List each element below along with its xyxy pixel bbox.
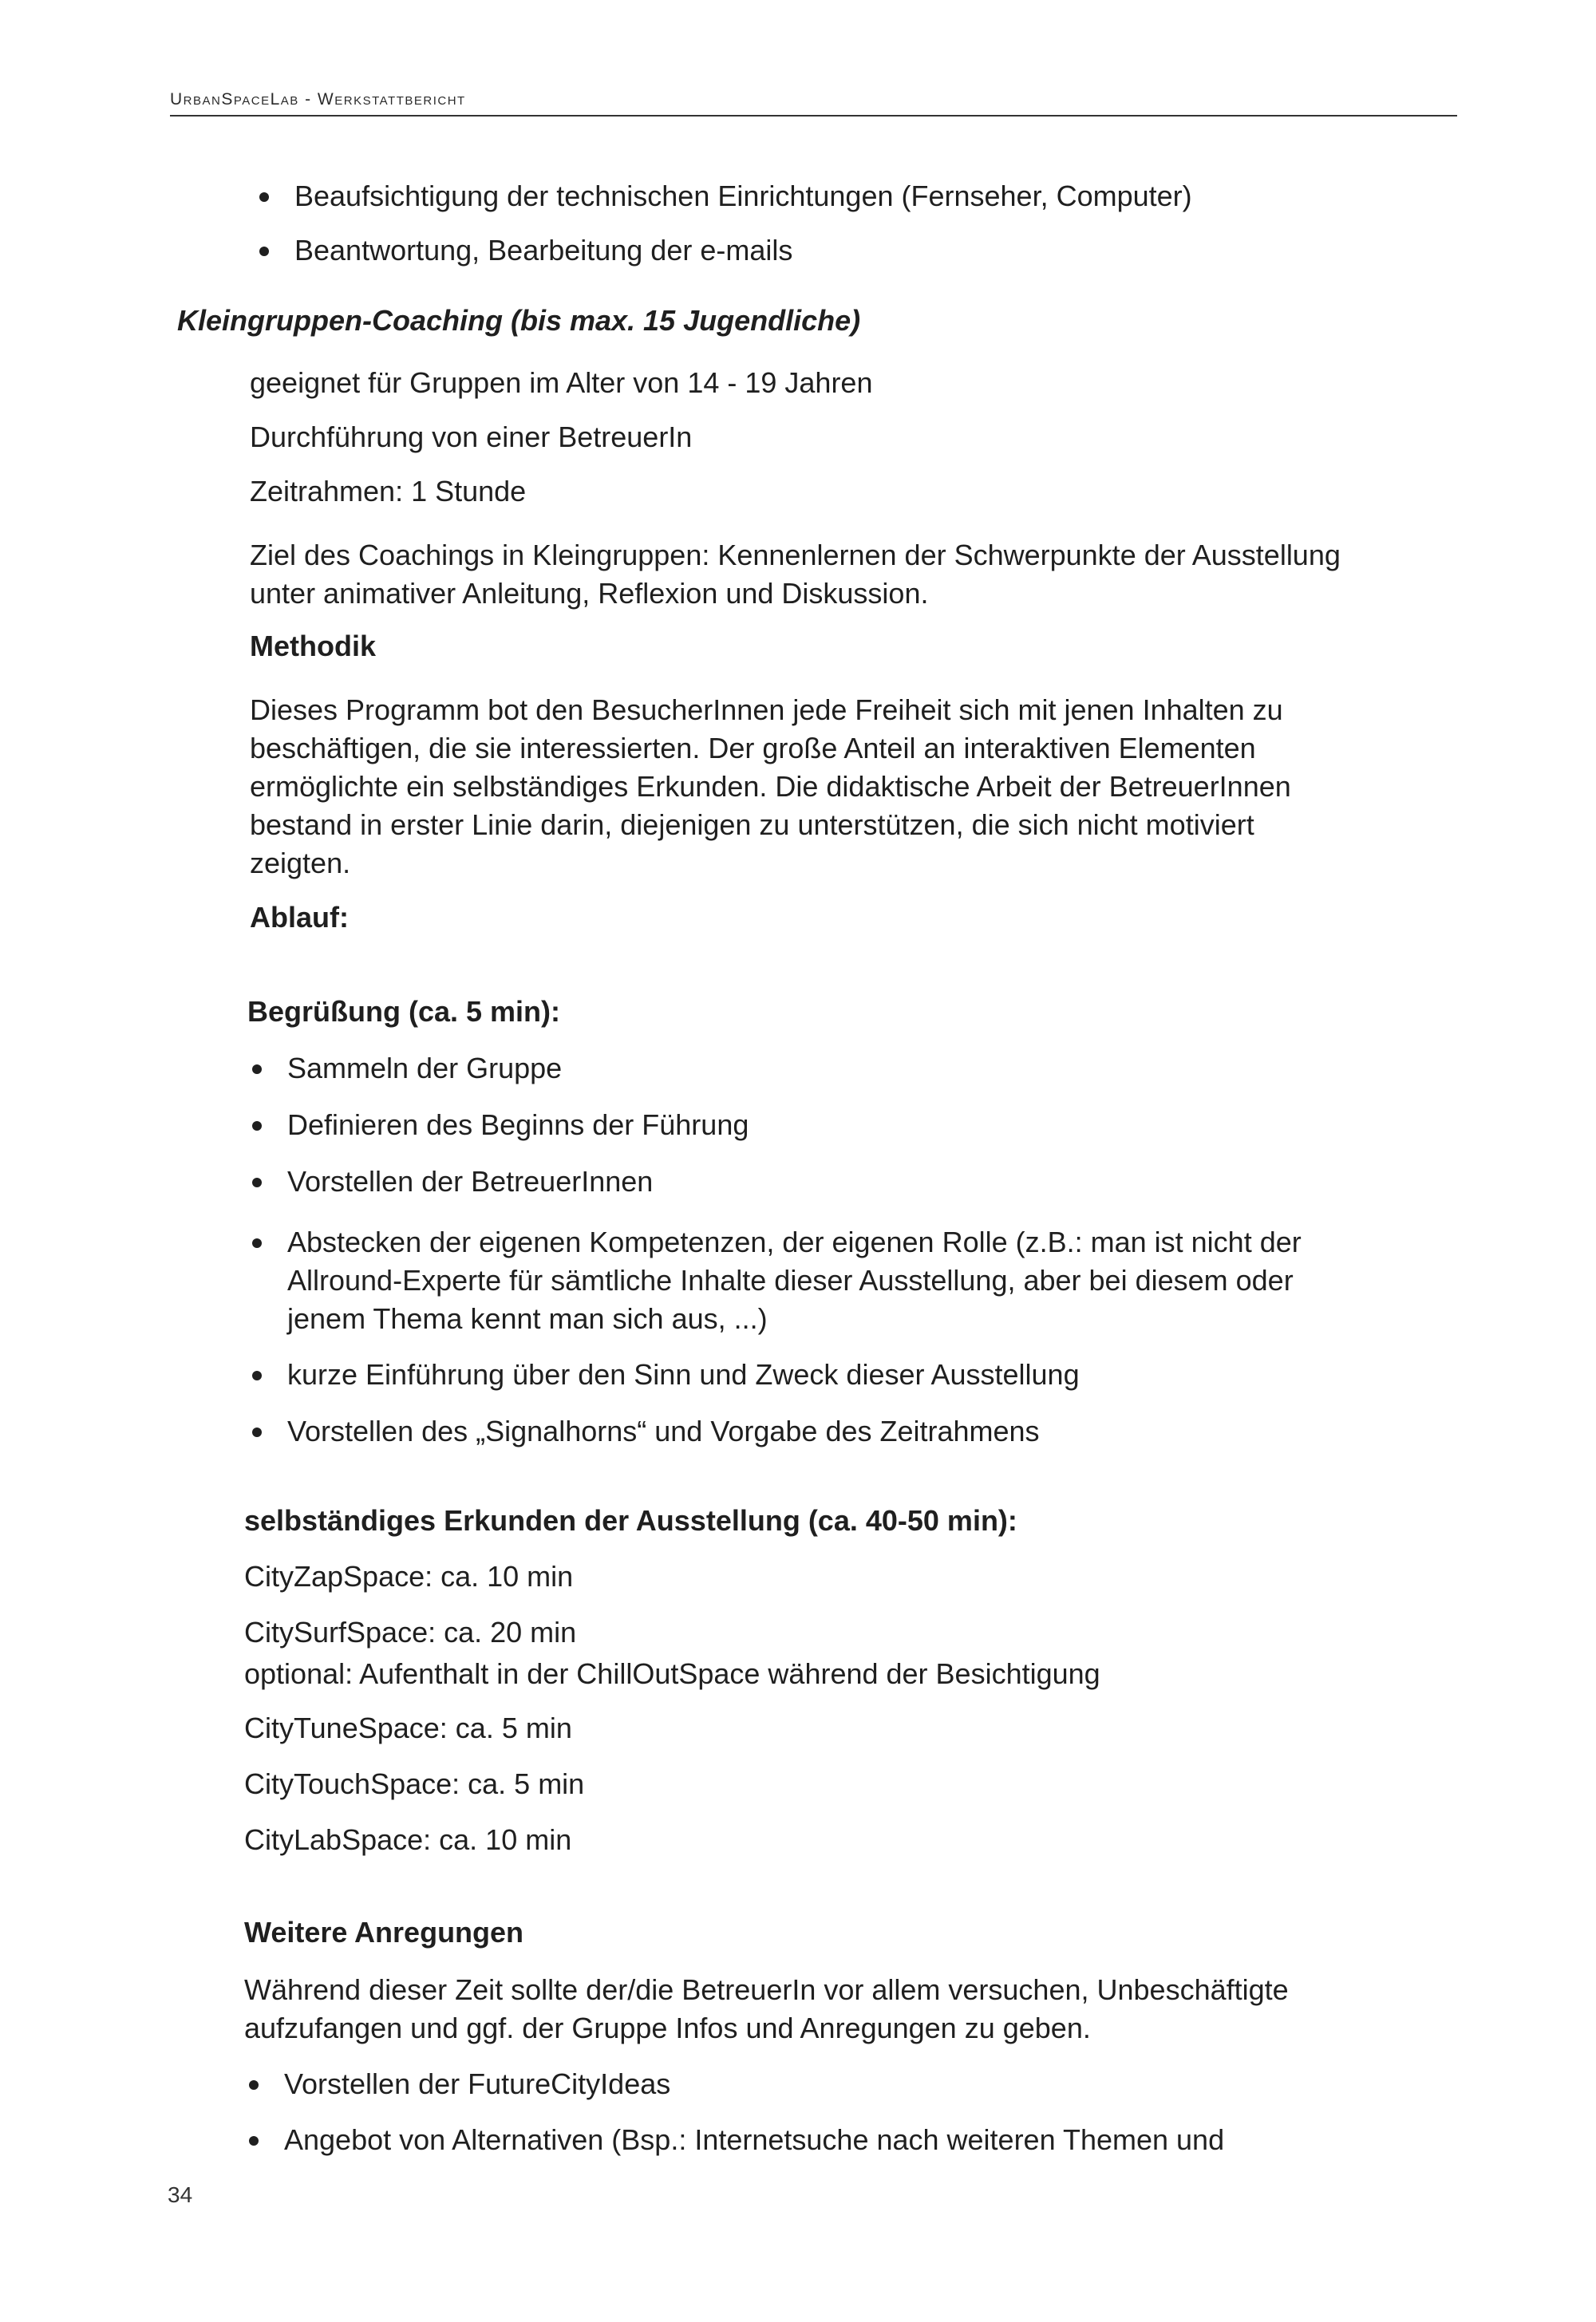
erkunden-heading: selbständiges Erkunden der Ausstellung (ca. 40-50 min): (244, 1504, 1017, 1537)
running-header: UrbanSpaceLab - Werkstattbericht (170, 90, 466, 109)
schedule-item: CityLabSpace: ca. 10 min (244, 1823, 572, 1856)
ablauf-heading: Ablauf: (250, 901, 349, 934)
section-title: Kleingruppen-Coaching (bis max. 15 Jugendliche) (177, 304, 861, 337)
bullet-item: Sammeln der Gruppe (287, 1049, 562, 1088)
schedule-item: CitySurfSpace: ca. 20 min (244, 1616, 577, 1649)
bullet-item: Beantwortung, Bearbeitung der e-mails (294, 231, 792, 270)
methodik-paragraph: Dieses Programm bot den BesucherInnen jede Freiheit sich mit jenen Inhalten zu beschäftigen, die sie interessierten. Der große Anteil an interaktiven Elementen ermöglichte ein selbständiges Erkunden. Die didaktische Arbeit der BetreuerInnen bestand in erster Linie darin, diejenigen zu unterstützen, die sich nicht motiviert zeigten. (250, 693, 1291, 879)
schedule-item: CityZapSpace: ca. 10 min (244, 1560, 574, 1593)
bullet-item: kurze Einführung über den Sinn und Zweck dieser Ausstellung (287, 1356, 1080, 1394)
leader-text: Durchführung von einer BetreuerIn (250, 421, 693, 453)
schedule-item: CityTuneSpace: ca. 5 min (244, 1712, 572, 1744)
timeframe-text: Zeitrahmen: 1 Stunde (250, 475, 527, 507)
methodik-heading: Methodik (250, 630, 376, 662)
header-rule (170, 115, 1457, 116)
schedule-item: CityTouchSpace: ca. 5 min (244, 1767, 585, 1800)
bullet-item: Abstecken der eigenen Kompetenzen, der eigenen Rolle (z.B.: man ist nicht der Allround-Experte für sämtliche Inhalte dieser Ausstellung, aber bei diesem oder jenem Thema kennt man sich aus, ...) (287, 1223, 1325, 1338)
bullet-item: Definieren des Beginns der Führung (287, 1106, 749, 1144)
bullet-item: Beaufsichtigung der technischen Einrichtungen (Fernseher, Computer) (294, 177, 1192, 215)
bullet-item: Vorstellen des „Signalhorns“ und Vorgabe des Zeitrahmens (287, 1412, 1040, 1451)
weitere-paragraph: Während dieser Zeit sollte der/die BetreuerIn vor allem versuchen, Unbeschäftigte aufzufangen und ggf. der Gruppe Infos und Anregungen zu geben. (244, 1973, 1289, 2044)
bullet-item: Vorstellen der FutureCityIdeas (284, 2065, 670, 2103)
age-text: geeignet für Gruppen im Alter von 14 - 19 Jahren (250, 366, 873, 399)
schedule-note: optional: Aufenthalt in der ChillOutSpace während der Besichtigung (244, 1657, 1100, 1690)
begruessung-heading: Begrüßung (ca. 5 min): (247, 995, 561, 1028)
bullet-item: Vorstellen der BetreuerInnen (287, 1163, 653, 1201)
weitere-heading: Weitere Anregungen (244, 1916, 524, 1949)
page-number: 34 (168, 2182, 193, 2207)
bullet-item: Angebot von Alternativen (Bsp.: Internetsuche nach weiteren Themen und (284, 2121, 1224, 2159)
goal-paragraph: Ziel des Coachings in Kleingruppen: Kennenlernen der Schwerpunkte der Ausstellung unter animativer Anleitung, Reflexion und Diskussion. (250, 539, 1341, 610)
